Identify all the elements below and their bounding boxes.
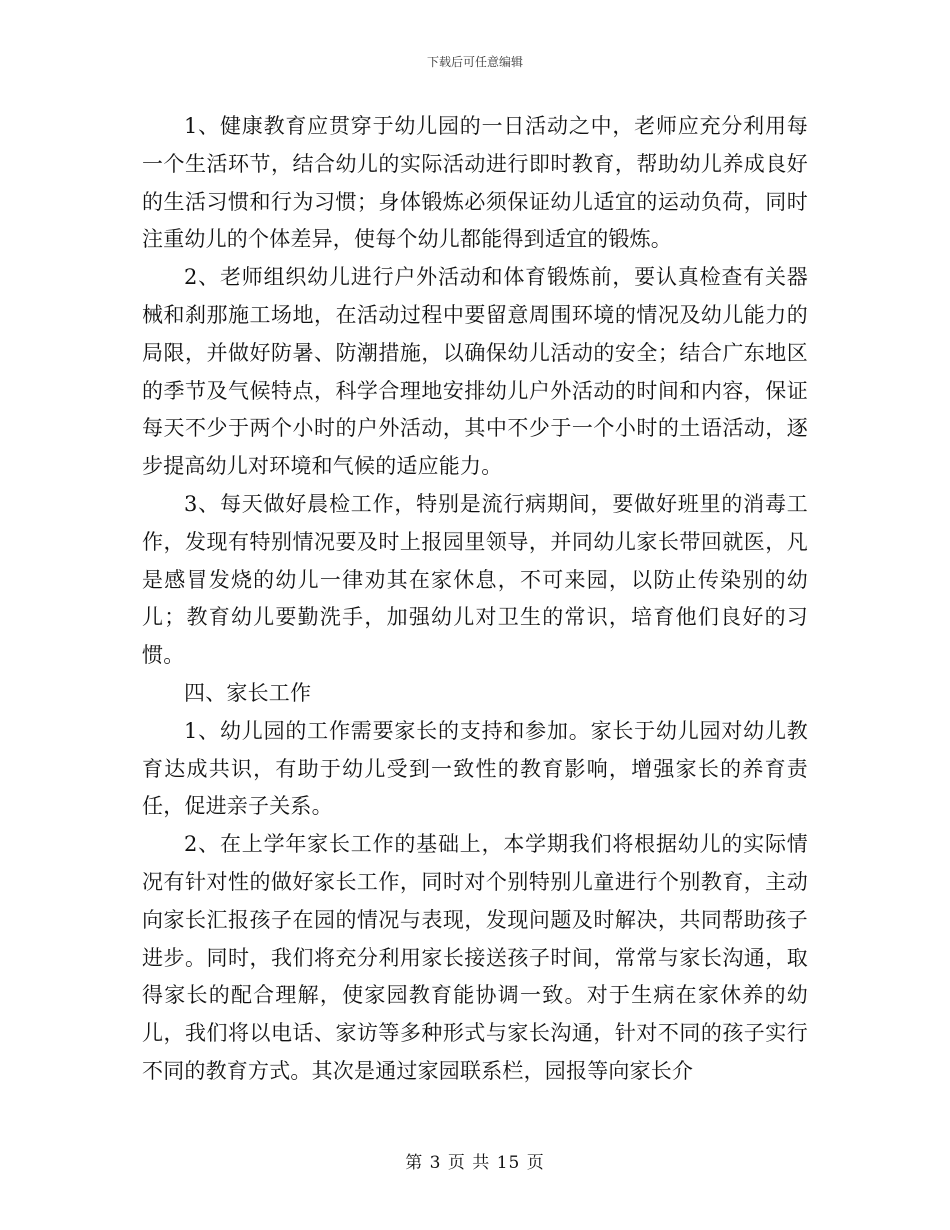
page-number-footer: 第 3 页 共 15 页: [405, 1153, 545, 1173]
paragraph-health-education: 1、健康教育应贯穿于幼儿园的一日活动之中，老师应充分利用每一个生活环节，结合幼儿的实际活动进行即时教育，帮助幼儿养成良好的生活习惯和行为习惯；身体锻炼必须保证幼儿适宜的运动负荷，同时注重幼儿的个体差异，使每个幼儿都能得到适宜的锻炼。: [142, 114, 808, 252]
page-header-note: 下载后可任意编辑: [426, 55, 523, 69]
paragraph-morning-check: 3、每天做好晨检工作，特别是流行病期间，要做好班里的消毒工作，发现有特别情况要及时上报园里领导，并同幼儿家长带回就医，凡是感冒发烧的幼儿一律劝其在家休息，不可来园，以防止传染别的幼儿；教育幼儿要勤洗手，加强幼儿对卫生的常识，培育他们良好的习惯。: [142, 491, 808, 668]
document-body: [142, 108, 808, 1091]
paragraph-outdoor-activity: 2、老师组织幼儿进行户外活动和体育锻炼前，要认真检查有关器械和刹那施工场地，在活动过程中要留意周围环境的情况及幼儿能力的局限，并做好防暑、防潮措施，以确保幼儿活动的安全；结合广东地区的季节及气候特点，科学合理地安排幼儿户外活动的时间和内容，保证每天不少于两个小时的户外活动，其中不少于一个小时的土语活动，逐步提高幼儿对环境和气候的适应能力。: [142, 265, 808, 479]
paragraph-parent-communication: 2、在上学年家长工作的基础上，本学期我们将根据幼儿的实际情况有针对性的做好家长工作，同时对个别特别儿童进行个别教育，主动向家长汇报孩子在园的情况与表现，发现问题及时解决，共同帮助孩子进步。同时，我们将充分利用家长接送孩子时间，常常与家长沟通，取得家长的配合理解，使家园教育能协调一致。对于生病在家休养的幼儿，我们将以电话、家访等多种形式与家长沟通，针对不同的孩子实行不同的教育方式。其次是通过家园联系栏，园报等向家长介: [142, 832, 808, 1083]
paragraph-parent-support: 1、幼儿园的工作需要家长的支持和参加。家长于幼儿园对幼儿教育达成共识，有助于幼儿受到一致性的教育影响，增强家长的养育责任，促进亲子关系。: [142, 718, 808, 819]
section-heading-parent-work: 四、家长工作: [184, 680, 312, 705]
